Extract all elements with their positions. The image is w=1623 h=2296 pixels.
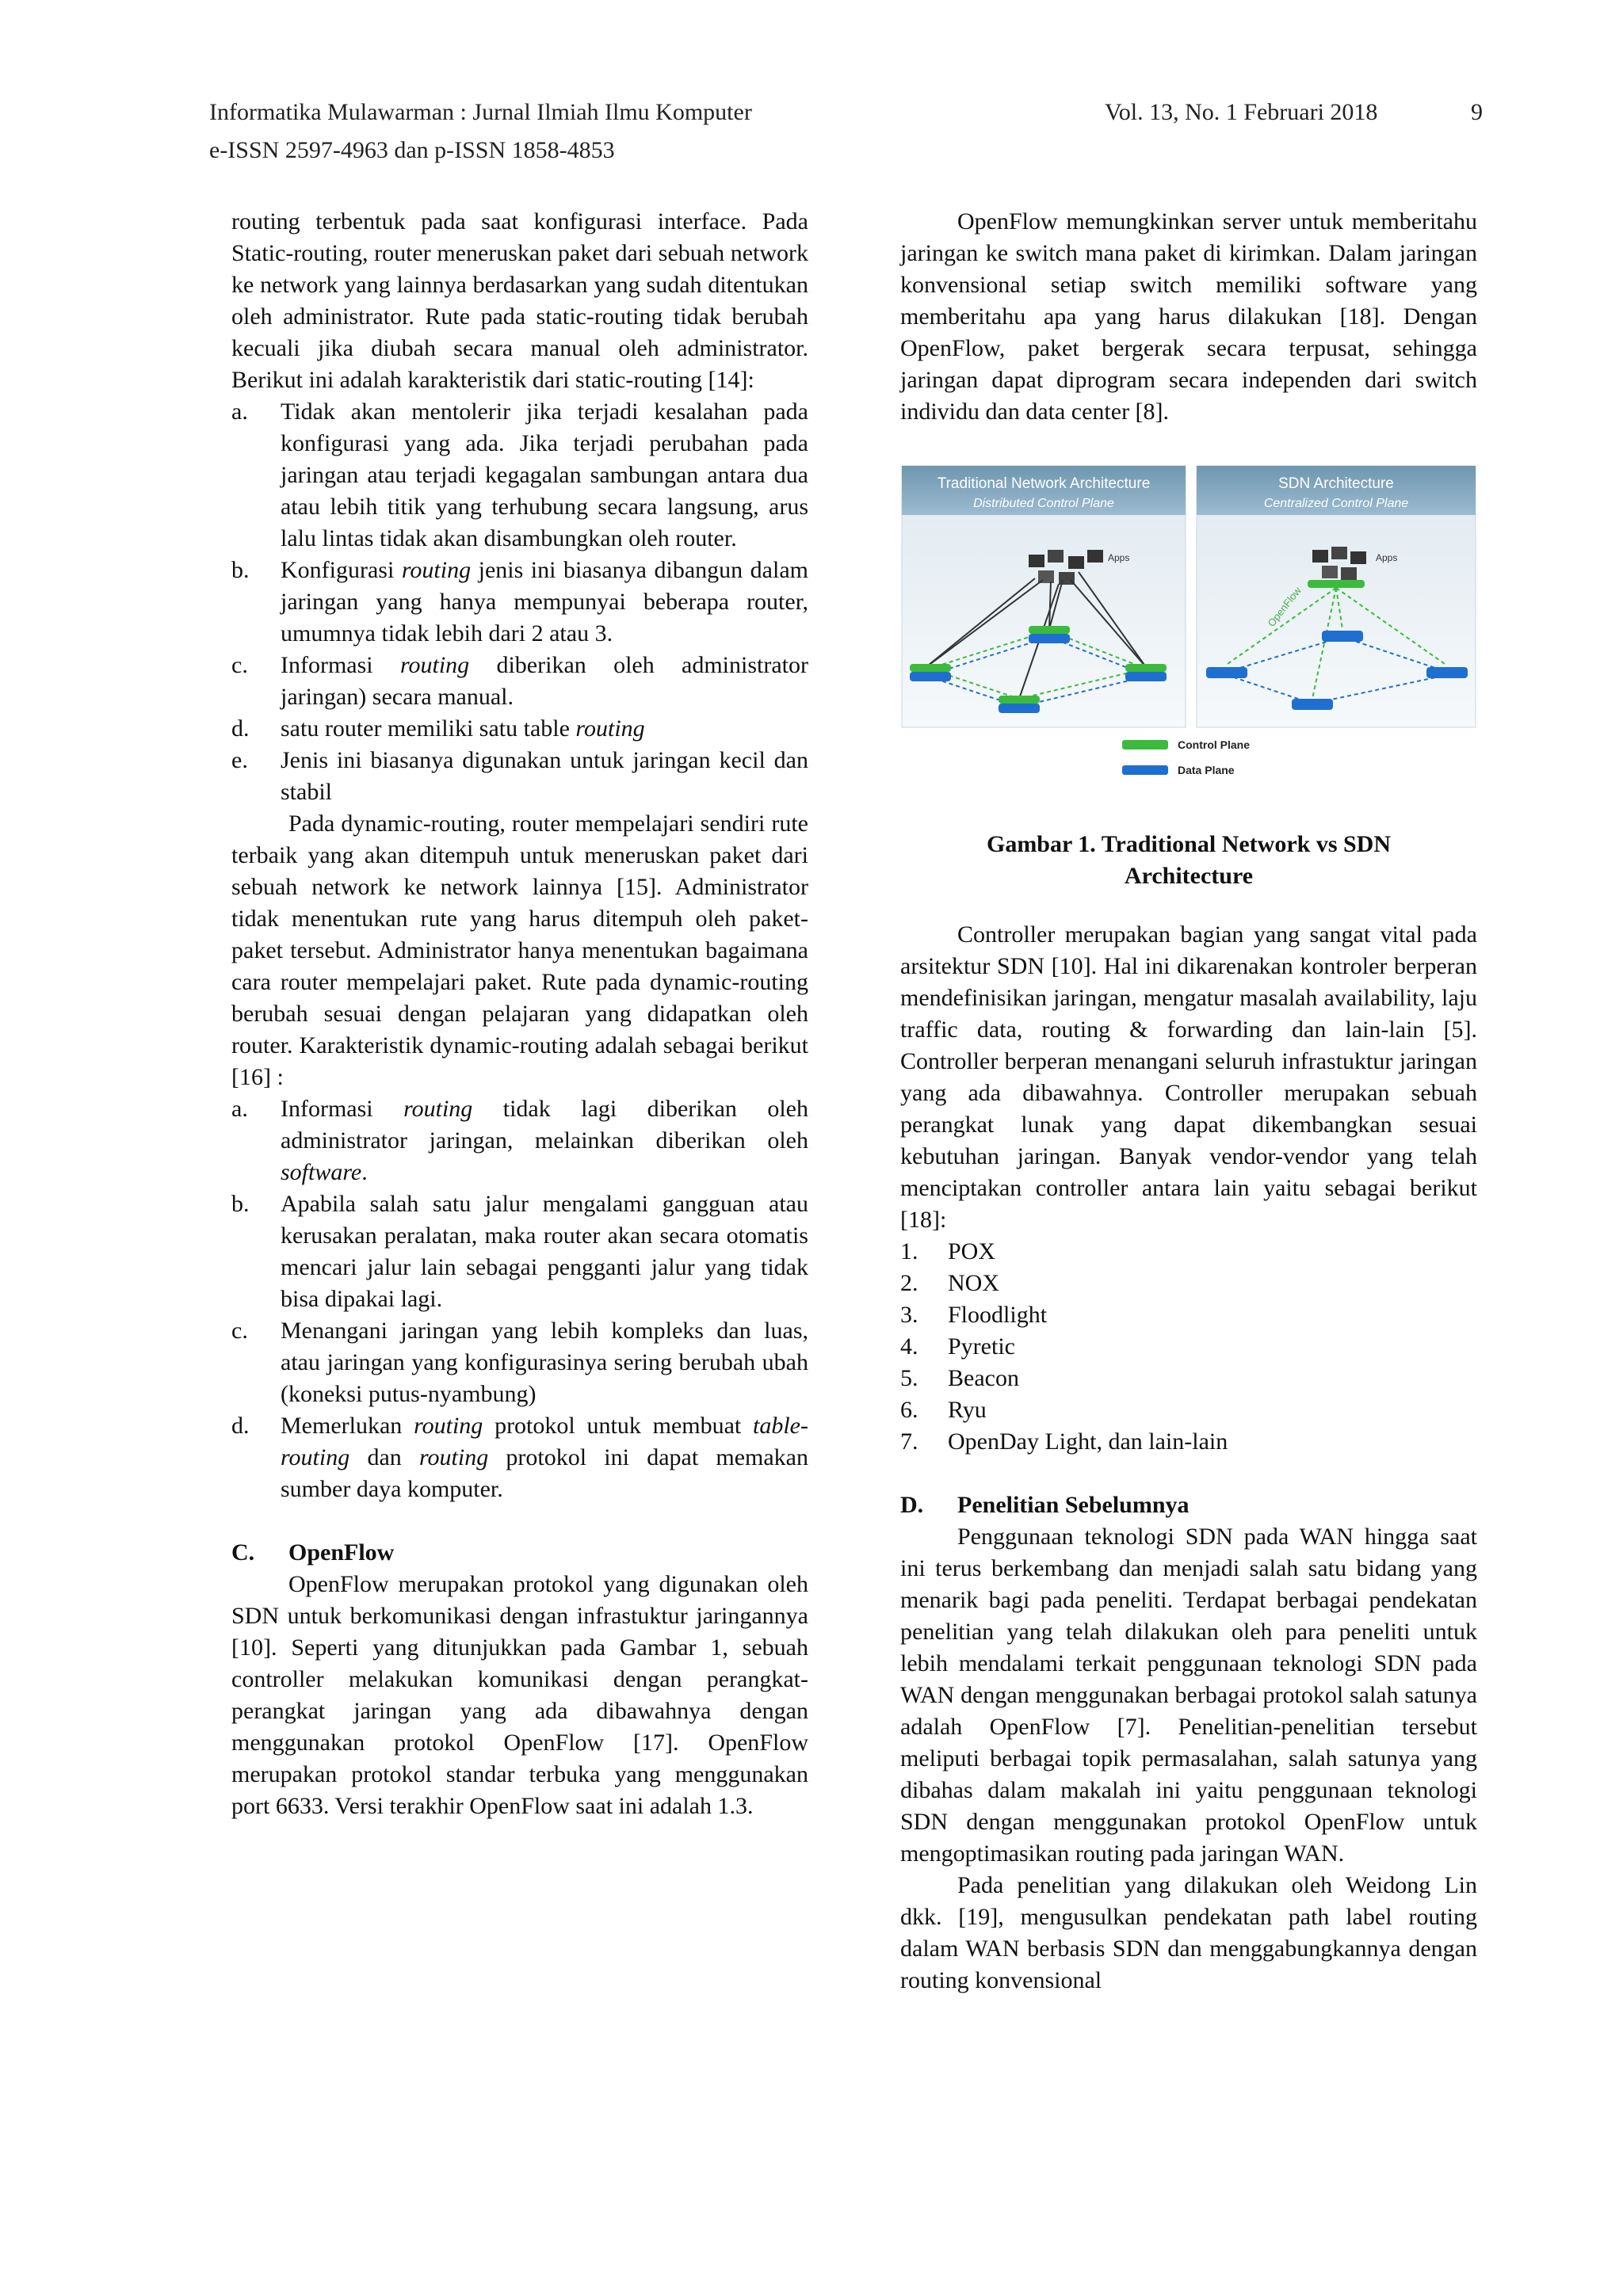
list-item: 6. Ryu [900, 1397, 987, 1423]
left-panel-title: Traditional Network Architecture [937, 475, 1151, 492]
list-item [231, 745, 808, 808]
volume-info: Vol. 13, No. 1 Februari 2018 [1105, 99, 1378, 125]
legend-swatch-control [1122, 740, 1168, 749]
paragraph-penelitian: Penggunaan teknologi SDN pada WAN hingga saat ini terus berkembang dan menjadi salah satu bidang yang menarik bagi pada peneliti. Terdapat berbagai pendekatan penelitian yang telah dilakukan oleh para peneliti untuk lebih mendalami terkait penggunaan teknologi SDN pada WAN dengan menggunakan berbagai protokol salah satunya adalah OpenFlow [7]. Penelitian-penelitian tersebut meliputi berbagai topik permasalahan, salah satunya yang dibahas dalam makalah ini yaitu penggunaan teknologi SDN dengan menggunakan protokol OpenFlow untuk mengoptimasikan routing pada jaringan WAN. [900, 1524, 1477, 1867]
list-item: 3. Floodlight [900, 1302, 1048, 1328]
list-marker: a. [231, 1096, 248, 1122]
list-item: 4. Pyretic [900, 1333, 1015, 1360]
left-apps-label: Apps [1108, 552, 1130, 563]
controller-list [900, 1236, 1477, 1458]
paragraph-static-routing: routing terbentuk pada saat konfigurasi interface. Pada Static-routing, router meneruskan paket dari sebuah network ke network yang lainnya berdasarkan yang sudah ditentukan oleh administrator. Rute pada static-routing tidak berubah kecuali jika diubah secara manual oleh administrator. Berikut ini adalah karakteristik dari static-routing [14]: [231, 208, 808, 393]
paragraph-controller: Controller merupakan bagian yang sangat vital pada arsitektur SDN [10]. Hal ini dikarenakan kontroler berperan mendefinisikan jaringan, mengatur masalah availability, laju traffic data, routing & forwarding dan lain-lain [5]. Controller berperan menangani seluruh infrastuktur jaringan yang ada dibawahnya. Controller merupakan sebuah perangkat lunak yang dapat dikembangkan sesuai kebutuhan jaringan. Banyak vendor-vendor yang telah menciptakan controller antara lain yaitu sebagai berikut [18]: [900, 921, 1477, 1233]
figure-caption: Gambar 1. Traditional Network vs SDN Architecture [986, 831, 1392, 889]
left-column [231, 206, 808, 1822]
list-text: Konfigurasi routing jenis ini biasanya dibangun dalam jaringan yang hanya mempunyai beberapa router, umumnya tidak lebih dari 2 atau 3. [281, 557, 808, 646]
list-marker: b. [231, 557, 250, 583]
right-panel-subtitle: Centralized Control Plane [1263, 497, 1409, 510]
paragraph-dynamic-routing: Pada dynamic-routing, router mempelajari sendiri rute terbaik yang akan ditempuh untuk meneruskan paket dari sebuah network ke network lainnya [15]. Administrator tidak menentukan rute yang harus ditempuh oleh paket-paket tersebut. Administrator hanya menentukan bagaimana cara router mempelajari paket. Rute pada dynamic-routing berubah sesuai dengan pelajaran yang didapatkan oleh router. Karakteristik dynamic-routing adalah sebagai berikut [16] : [231, 810, 808, 1090]
list-item [231, 396, 808, 555]
issn-line: e-ISSN 2597-4963 dan p-ISSN 1858-4853 [209, 137, 615, 163]
paragraph-weidong: Pada penelitian yang dilakukan oleh Weidong Lin dkk. [19], mengusulkan pendekatan path label routing dalam WAN berbasis SDN dan menggabungkannya dengan routing konvensional [900, 1872, 1477, 1993]
section-heading-penelitian: D. Penelitian Sebelumnya [900, 1492, 1190, 1518]
sdn-controller [1308, 580, 1365, 588]
right-apps-label: Apps [1376, 552, 1398, 563]
list-text: Informasi routing tidak lagi diberikan oleh administrator jaringan, melainkan diberikan oleh software. [281, 1096, 808, 1185]
list-item [231, 1410, 808, 1505]
list-text: satu router memiliki satu table routing [281, 715, 645, 742]
legend-data-plane: Data Plane [1178, 764, 1235, 776]
list-item [231, 1315, 808, 1410]
list-item: 1. POX [900, 1238, 996, 1264]
architecture-diagram [900, 461, 1477, 789]
paragraph-openflow-cont: OpenFlow memungkinkan server untuk memberitahu jaringan ke switch mana paket di kirimkan. Dalam jaringan konvensional setiap switch memiliki software yang memberitahu apa yang harus dilakukan [18]. Dengan OpenFlow, paket bergerak secara terpusat, sehingga jaringan dapat diprogram secara independen dari switch individu dan data center [8]. [900, 208, 1477, 425]
page-number: 9 [1471, 99, 1483, 125]
list-marker: d. [231, 715, 250, 742]
openflow-label: OpenFlow [1265, 584, 1304, 629]
paragraph-openflow: OpenFlow merupakan protokol yang digunakan oleh SDN untuk berkomunikasi dengan infrastuktur jaringannya [10]. Seperti yang ditunjukkan pada Gambar 1, sebuah controller melakukan komunikasi dengan perangkat-perangkat jaringan yang ada dibawahnya dengan menggunakan protokol OpenFlow [17]. OpenFlow merupakan protokol standar terbuka yang menggunakan port 6633. Versi terakhir OpenFlow saat ini adalah 1.3. [231, 1571, 808, 1819]
dynamic-routing-list [231, 1093, 808, 1505]
list-item: 2. NOX [900, 1270, 999, 1296]
list-text: Memerlukan routing protokol untuk membuat table-routing dan routing protokol ini dapat memakan sumber daya komputer. [281, 1413, 808, 1502]
list-text: Apabila salah satu jalur mengalami gangguan atau kerusakan peralatan, maka router akan secara otomatis mencari jalur lain sebagai pengganti jalur yang tidak bisa dipakai lagi. [281, 1191, 808, 1312]
list-marker: e. [231, 747, 248, 773]
legend-control-plane: Control Plane [1178, 738, 1251, 751]
list-marker: a. [231, 399, 248, 425]
list-item [231, 555, 808, 650]
list-item [231, 650, 808, 713]
list-item [231, 1093, 808, 1188]
right-column [900, 206, 1477, 1997]
legend-swatch-data [1122, 765, 1168, 775]
figure-network-architecture [900, 461, 1477, 789]
list-item [231, 1188, 808, 1315]
list-text: Tidak akan mentolerir jika terjadi kesalahan pada konfigurasi yang ada. Jika terjadi perubahan pada jaringan atau terjadi kegagalan sambungan antara dua atau lebih titik yang terhubung secara langsung, arus lalu lintas tidak akan disambungkan oleh router. [281, 399, 808, 551]
list-marker: c. [231, 1318, 248, 1344]
list-text: Menangani jaringan yang lebih kompleks dan luas, atau jaringan yang konfigurasinya sering berubah ubah (koneksi putus-nyambung) [281, 1318, 808, 1407]
static-routing-list [231, 396, 808, 808]
list-text: Jenis ini biasanya digunakan untuk jaringan kecil dan stabil [281, 747, 808, 805]
list-item [231, 713, 808, 745]
left-panel-subtitle: Distributed Control Plane [973, 497, 1114, 510]
list-item: 7. OpenDay Light, dan lain-lain [900, 1428, 1228, 1455]
journal-title: Informatika Mulawarman : Jurnal Ilmiah Ilmu Komputer [209, 99, 752, 125]
list-marker: c. [231, 652, 248, 678]
list-marker: d. [231, 1413, 250, 1439]
list-item: 5. Beacon [900, 1365, 1019, 1391]
section-heading-openflow: C. OpenFlow [231, 1539, 395, 1566]
figure-legend [1122, 738, 1250, 776]
right-panel-title: SDN Architecture [1278, 475, 1394, 492]
list-text: Informasi routing diberikan oleh administrator jaringan) secara manual. [281, 652, 808, 710]
list-marker: b. [231, 1191, 250, 1217]
